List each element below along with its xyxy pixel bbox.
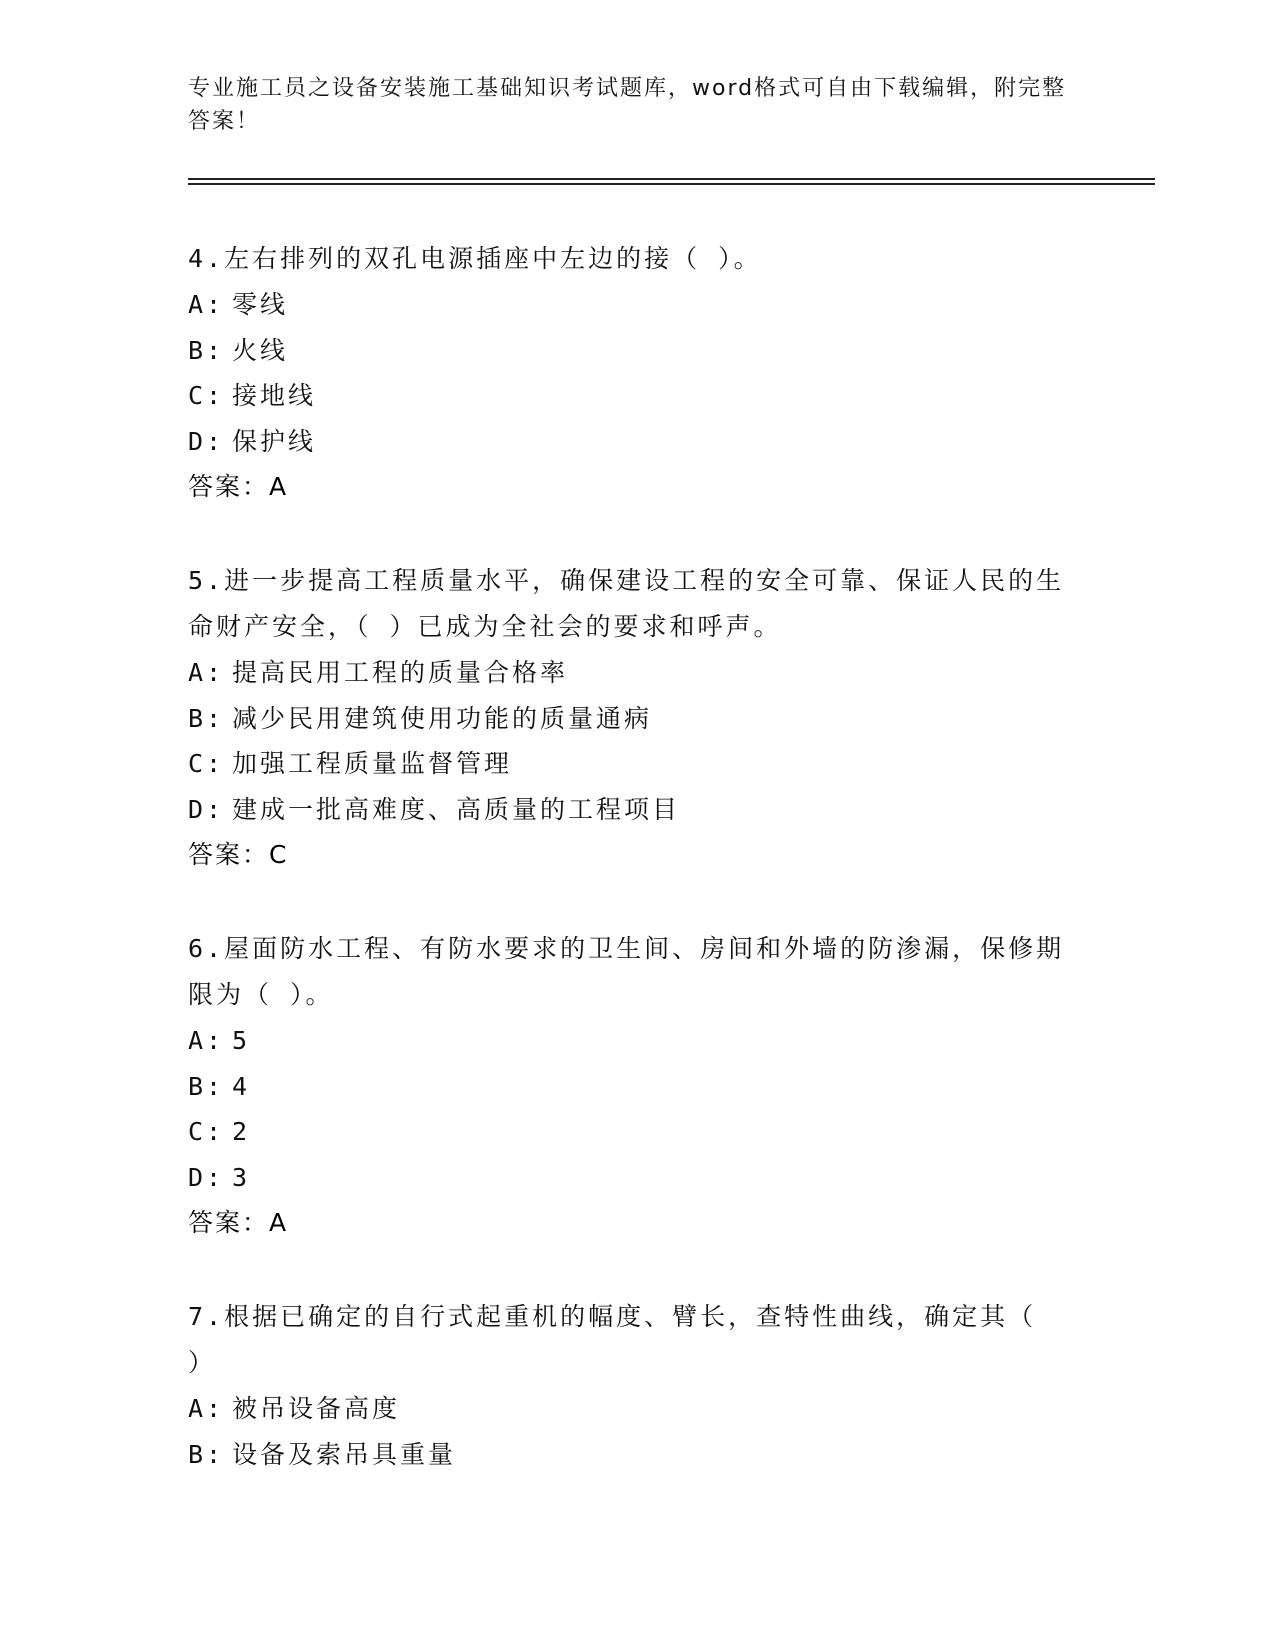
option-b [188, 696, 1068, 742]
option-d [188, 787, 1068, 833]
question-4 [188, 236, 1068, 510]
question-6 [188, 926, 1068, 1246]
option-key: B: [188, 1439, 225, 1469]
option-key: D: [188, 1162, 225, 1192]
answer: 答案：A [188, 472, 289, 501]
option-d [188, 419, 1068, 465]
option-b [188, 1432, 1068, 1478]
option-key: B: [188, 1071, 225, 1101]
option-text: 接地线 [232, 381, 317, 410]
question-text: 7.根据已确定的自行式起重机的幅度、臂长，查特性曲线，确定其（ ） [188, 1302, 1037, 1377]
option-c [188, 1109, 1068, 1155]
option-a [188, 650, 1068, 696]
option-text: 被吊设备高度 [232, 1394, 401, 1423]
option-text: 加强工程质量监督管理 [232, 749, 513, 778]
option-key: D: [188, 426, 225, 456]
option-d [188, 1155, 1068, 1201]
question-text: 5.进一步提高工程质量水平，确保建设工程的安全可靠、保证人民的生命财产安全，（ ）已成为全社会的要求和呼声。 [188, 566, 1065, 641]
question-7 [188, 1294, 1068, 1477]
header-divider-bottom [188, 183, 1155, 185]
option-text: 5 [232, 1026, 251, 1055]
option-text: 零线 [232, 290, 289, 319]
option-key: A: [188, 290, 225, 319]
option-text: 3 [232, 1162, 251, 1192]
header-divider-top [188, 178, 1155, 180]
option-key: C: [188, 1117, 225, 1146]
option-text: 保护线 [232, 426, 317, 456]
document-header [188, 72, 1088, 138]
option-b [188, 1064, 1068, 1110]
option-key: C: [188, 749, 225, 778]
option-text: 2 [232, 1117, 251, 1146]
question-text: 4.左右排列的双孔电源插座中左边的接（ ）。 [188, 244, 762, 273]
option-c [188, 741, 1068, 787]
option-a [188, 282, 1068, 328]
option-text: 设备及索吊具重量 [232, 1439, 457, 1469]
option-key: A: [188, 1026, 225, 1055]
answer: 答案：A [188, 1208, 289, 1237]
option-key: A: [188, 658, 225, 687]
option-text: 4 [232, 1071, 251, 1101]
option-key: B: [188, 703, 225, 733]
option-key: D: [188, 794, 225, 824]
option-text: 减少民用建筑使用功能的质量通病 [232, 703, 653, 733]
option-a [188, 1018, 1068, 1064]
option-text: 火线 [232, 335, 289, 365]
option-c [188, 373, 1068, 419]
question-5 [188, 558, 1068, 878]
option-key: A: [188, 1394, 225, 1423]
answer: 答案：C [188, 840, 289, 869]
option-a [188, 1386, 1068, 1432]
option-key: C: [188, 381, 225, 410]
question-list [188, 236, 1068, 1525]
question-text: 6.屋面防水工程、有防水要求的卫生间、房间和外墙的防渗漏，保修期限为（ ）。 [188, 934, 1065, 1009]
header-text: 专业施工员之设备安装施工基础知识考试题库，word格式可自由下载编辑，附完整答案！ [188, 76, 1067, 134]
option-text: 建成一批高难度、高质量的工程项目 [232, 794, 681, 824]
option-text: 提高民用工程的质量合格率 [232, 658, 569, 687]
option-key: B: [188, 335, 225, 365]
option-b [188, 328, 1068, 374]
